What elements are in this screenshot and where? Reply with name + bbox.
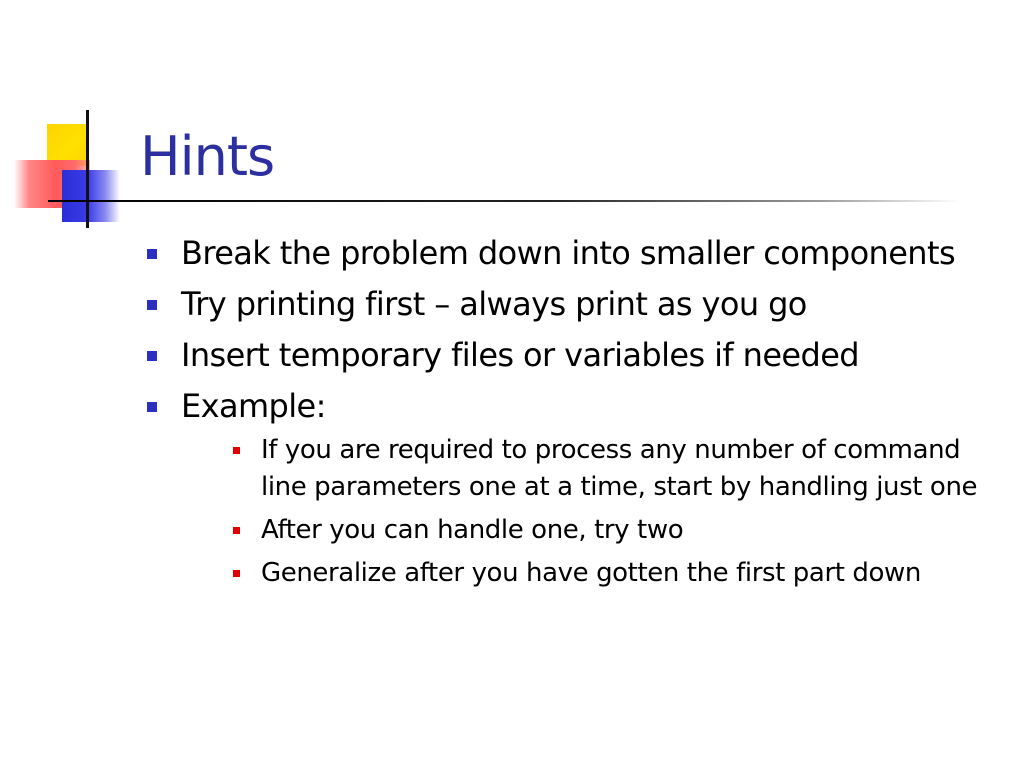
bullet-item <box>145 283 985 326</box>
sub-bullet-text: Generalize after you have gotten the first part down <box>261 558 921 588</box>
square-bullet-icon <box>147 300 157 310</box>
red-square-bullet-icon <box>233 527 240 534</box>
sub-bullet-item <box>227 512 985 549</box>
bullet-item <box>145 232 985 275</box>
square-bullet-icon <box>147 351 157 361</box>
bullet-list <box>145 232 985 592</box>
square-bullet-icon <box>147 249 157 259</box>
blue-square-decoration <box>62 170 120 222</box>
sub-bullet-text: If you are required to process any number of command line parameters one at a time, start by handling just one <box>261 435 978 502</box>
decorative-logo-blocks <box>0 0 160 240</box>
red-square-bullet-icon <box>233 570 240 577</box>
square-bullet-icon <box>147 402 157 412</box>
sub-bullet-item <box>227 555 985 592</box>
bullet-text: Example: <box>181 387 326 425</box>
bullet-item <box>145 385 985 592</box>
bullet-item <box>145 334 985 377</box>
red-square-bullet-icon <box>233 447 240 454</box>
sub-bullet-list <box>181 432 985 592</box>
sub-bullet-text: After you can handle one, try two <box>261 515 684 545</box>
bullet-text: Insert temporary files or variables if needed <box>181 336 860 374</box>
slide-body <box>145 232 985 600</box>
slide-title: Hints <box>140 125 275 188</box>
bullet-text: Break the problem down into smaller components <box>181 234 956 272</box>
sub-bullet-item <box>227 432 985 506</box>
vertical-rule <box>86 110 89 228</box>
title-underline-rule <box>48 200 960 202</box>
bullet-text: Try printing first – always print as you go <box>181 285 807 323</box>
